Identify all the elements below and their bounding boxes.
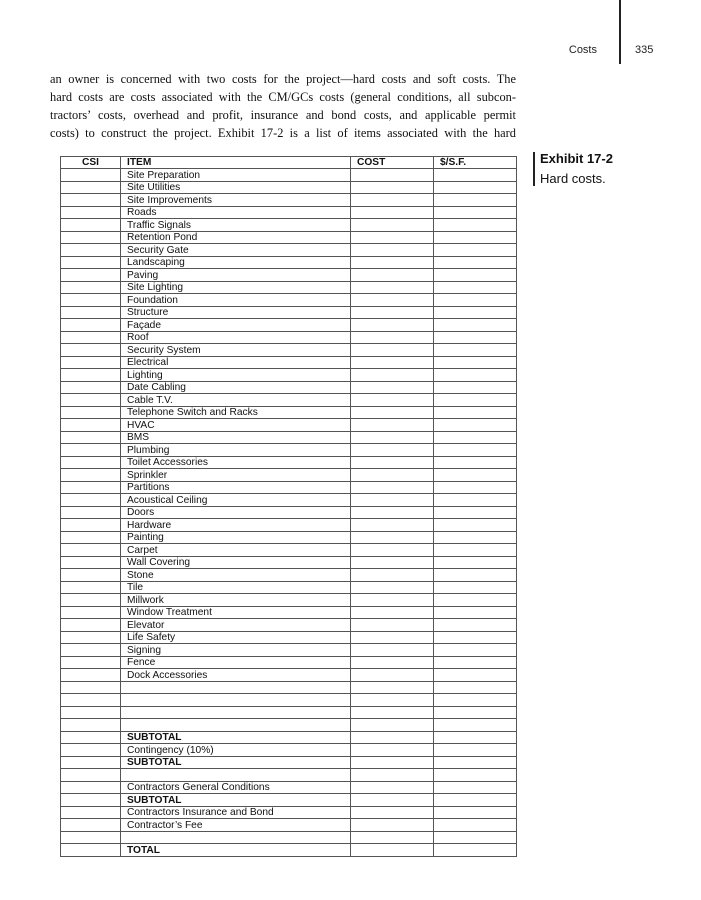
table-row — [61, 394, 517, 407]
cost-cell — [351, 756, 434, 769]
item-cell: Façade — [121, 319, 351, 332]
page-number: 335 — [635, 44, 654, 56]
table-row — [61, 544, 517, 557]
table-row — [61, 169, 517, 182]
cost-cell — [351, 581, 434, 594]
csi-cell — [61, 706, 121, 719]
table-row — [61, 469, 517, 482]
table-row — [61, 519, 517, 532]
table-row — [61, 806, 517, 819]
cost-per-sf-cell — [434, 519, 517, 532]
table-row — [61, 694, 517, 707]
cost-cell — [351, 206, 434, 219]
cost-cell — [351, 306, 434, 319]
table-row — [61, 481, 517, 494]
csi-cell — [61, 519, 121, 532]
cost-per-sf-cell — [434, 569, 517, 582]
cost-cell — [351, 506, 434, 519]
cost-cell — [351, 419, 434, 432]
cost-per-sf-cell — [434, 294, 517, 307]
item-cell: Contingency (10%) — [121, 744, 351, 757]
csi-cell — [61, 794, 121, 807]
column-header-cost: COST — [351, 157, 434, 169]
cost-per-sf-cell — [434, 169, 517, 182]
item-cell: Window Treatment — [121, 606, 351, 619]
cost-per-sf-cell — [434, 269, 517, 282]
csi-cell — [61, 319, 121, 332]
table-row — [61, 194, 517, 207]
csi-cell — [61, 681, 121, 694]
cost-per-sf-cell — [434, 281, 517, 294]
cost-cell — [351, 269, 434, 282]
cost-cell — [351, 806, 434, 819]
cost-cell — [351, 456, 434, 469]
cost-per-sf-cell — [434, 694, 517, 707]
cost-cell — [351, 844, 434, 857]
table-row — [61, 819, 517, 832]
csi-cell — [61, 244, 121, 257]
table-row — [61, 344, 517, 357]
cost-per-sf-cell — [434, 556, 517, 569]
table-row — [61, 681, 517, 694]
cost-cell — [351, 669, 434, 682]
csi-cell — [61, 281, 121, 294]
item-cell — [121, 769, 351, 782]
csi-cell — [61, 456, 121, 469]
csi-cell — [61, 306, 121, 319]
table-row — [61, 569, 517, 582]
cost-per-sf-cell — [434, 581, 517, 594]
cost-per-sf-cell — [434, 369, 517, 382]
cost-per-sf-cell — [434, 531, 517, 544]
item-cell: HVAC — [121, 419, 351, 432]
csi-cell — [61, 194, 121, 207]
table-row — [61, 769, 517, 782]
table-row — [61, 706, 517, 719]
item-cell: Lighting — [121, 369, 351, 382]
body-line: hard costs are costs associated with the CM/GCs costs (general conditions, all subcon- — [50, 90, 516, 104]
cost-per-sf-cell — [434, 206, 517, 219]
cost-per-sf-cell — [434, 481, 517, 494]
cost-per-sf-cell — [434, 219, 517, 232]
cost-per-sf-cell — [434, 344, 517, 357]
csi-cell — [61, 419, 121, 432]
cost-cell — [351, 431, 434, 444]
csi-cell — [61, 756, 121, 769]
table-row — [61, 256, 517, 269]
item-cell: SUBTOTAL — [121, 731, 351, 744]
csi-cell — [61, 569, 121, 582]
item-cell: Paving — [121, 269, 351, 282]
cost-per-sf-cell — [434, 656, 517, 669]
body-paragraph — [50, 70, 516, 142]
cost-cell — [351, 481, 434, 494]
cost-per-sf-cell — [434, 356, 517, 369]
table-row — [61, 756, 517, 769]
item-cell: Telephone Switch and Racks — [121, 406, 351, 419]
exhibit-label: Exhibit 17-2 — [540, 151, 613, 166]
csi-cell — [61, 631, 121, 644]
cost-cell — [351, 731, 434, 744]
table-row — [61, 744, 517, 757]
item-cell: Site Lighting — [121, 281, 351, 294]
csi-cell — [61, 781, 121, 794]
csi-cell — [61, 731, 121, 744]
item-cell: Tile — [121, 581, 351, 594]
cost-cell — [351, 169, 434, 182]
item-cell: Wall Covering — [121, 556, 351, 569]
table-row — [61, 719, 517, 732]
cost-cell — [351, 719, 434, 732]
table-row — [61, 731, 517, 744]
cost-per-sf-cell — [434, 831, 517, 844]
cost-per-sf-cell — [434, 681, 517, 694]
csi-cell — [61, 769, 121, 782]
body-line: tractors’ costs, overhead and profit, insurance and bond costs, and applicable permit — [50, 108, 516, 122]
item-cell: Acoustical Ceiling — [121, 494, 351, 507]
table-row — [61, 206, 517, 219]
cost-per-sf-cell — [434, 744, 517, 757]
item-cell — [121, 706, 351, 719]
item-cell: Painting — [121, 531, 351, 544]
hard-costs-table — [60, 156, 517, 857]
cost-per-sf-cell — [434, 256, 517, 269]
cost-per-sf-cell — [434, 631, 517, 644]
item-cell: Fence — [121, 656, 351, 669]
item-cell: Roof — [121, 331, 351, 344]
cost-per-sf-cell — [434, 769, 517, 782]
cost-per-sf-cell — [434, 331, 517, 344]
item-cell: Landscaping — [121, 256, 351, 269]
cost-cell — [351, 244, 434, 257]
table-row — [61, 269, 517, 282]
table-row — [61, 494, 517, 507]
item-cell: Sprinkler — [121, 469, 351, 482]
cost-cell — [351, 181, 434, 194]
cost-cell — [351, 394, 434, 407]
item-cell — [121, 681, 351, 694]
item-cell — [121, 694, 351, 707]
table-body — [61, 169, 517, 857]
table-row — [61, 844, 517, 857]
table-row — [61, 456, 517, 469]
item-cell: Contractor’s Fee — [121, 819, 351, 832]
table-row — [61, 444, 517, 457]
csi-cell — [61, 644, 121, 657]
cost-cell — [351, 656, 434, 669]
item-cell: Site Preparation — [121, 169, 351, 182]
cost-cell — [351, 831, 434, 844]
cost-cell — [351, 644, 434, 657]
cost-per-sf-cell — [434, 306, 517, 319]
table-row — [61, 606, 517, 619]
table-row — [61, 831, 517, 844]
cost-cell — [351, 294, 434, 307]
item-cell: Partitions — [121, 481, 351, 494]
table-header-row — [61, 157, 517, 169]
csi-cell — [61, 806, 121, 819]
item-cell: Doors — [121, 506, 351, 519]
cost-per-sf-cell — [434, 794, 517, 807]
table-row — [61, 331, 517, 344]
item-cell: Site Improvements — [121, 194, 351, 207]
exhibit-rule — [533, 152, 535, 186]
item-cell: Security System — [121, 344, 351, 357]
cost-per-sf-cell — [434, 644, 517, 657]
cost-per-sf-cell — [434, 731, 517, 744]
table-row — [61, 669, 517, 682]
cost-cell — [351, 594, 434, 607]
cost-cell — [351, 819, 434, 832]
item-cell: Cable T.V. — [121, 394, 351, 407]
item-cell: Contractors Insurance and Bond — [121, 806, 351, 819]
table-row — [61, 644, 517, 657]
table-row — [61, 406, 517, 419]
cost-per-sf-cell — [434, 494, 517, 507]
item-cell: TOTAL — [121, 844, 351, 857]
csi-cell — [61, 544, 121, 557]
cost-cell — [351, 256, 434, 269]
cost-per-sf-cell — [434, 606, 517, 619]
cost-cell — [351, 219, 434, 232]
cost-per-sf-cell — [434, 181, 517, 194]
cost-per-sf-cell — [434, 619, 517, 632]
cost-per-sf-cell — [434, 669, 517, 682]
cost-cell — [351, 331, 434, 344]
cost-cell — [351, 544, 434, 557]
cost-cell — [351, 281, 434, 294]
table-row — [61, 506, 517, 519]
table-row — [61, 281, 517, 294]
item-cell: Contractors General Conditions — [121, 781, 351, 794]
csi-cell — [61, 394, 121, 407]
csi-cell — [61, 219, 121, 232]
item-cell: SUBTOTAL — [121, 756, 351, 769]
csi-cell — [61, 331, 121, 344]
csi-cell — [61, 169, 121, 182]
csi-cell — [61, 744, 121, 757]
cost-cell — [351, 494, 434, 507]
exhibit-caption: Hard costs. — [540, 171, 606, 186]
cost-per-sf-cell — [434, 506, 517, 519]
item-cell: Millwork — [121, 594, 351, 607]
item-cell: Hardware — [121, 519, 351, 532]
csi-cell — [61, 481, 121, 494]
cost-per-sf-cell — [434, 431, 517, 444]
csi-cell — [61, 531, 121, 544]
csi-cell — [61, 369, 121, 382]
item-cell: BMS — [121, 431, 351, 444]
csi-cell — [61, 831, 121, 844]
cost-per-sf-cell — [434, 594, 517, 607]
item-cell: Elevator — [121, 619, 351, 632]
table-row — [61, 781, 517, 794]
item-cell: Toilet Accessories — [121, 456, 351, 469]
csi-cell — [61, 606, 121, 619]
csi-cell — [61, 556, 121, 569]
item-cell: Structure — [121, 306, 351, 319]
column-header-cost-per-sf: $/S.F. — [434, 157, 517, 169]
cost-cell — [351, 794, 434, 807]
csi-cell — [61, 381, 121, 394]
cost-cell — [351, 769, 434, 782]
table-row — [61, 231, 517, 244]
table-row — [61, 594, 517, 607]
table-row — [61, 419, 517, 432]
item-cell: Dock Accessories — [121, 669, 351, 682]
item-cell: Electrical — [121, 356, 351, 369]
body-line: costs) to construct the project. Exhibit 17-2 is a list of items associated with the hard — [50, 126, 516, 140]
cost-cell — [351, 694, 434, 707]
item-cell: Site Utilities — [121, 181, 351, 194]
column-header-csi: CSI — [61, 157, 121, 169]
cost-per-sf-cell — [434, 394, 517, 407]
cost-per-sf-cell — [434, 231, 517, 244]
item-cell: Security Gate — [121, 244, 351, 257]
csi-cell — [61, 294, 121, 307]
item-cell: Retention Pond — [121, 231, 351, 244]
table-row — [61, 656, 517, 669]
cost-per-sf-cell — [434, 194, 517, 207]
cost-cell — [351, 444, 434, 457]
cost-cell — [351, 194, 434, 207]
table-row — [61, 794, 517, 807]
csi-cell — [61, 444, 121, 457]
cost-per-sf-cell — [434, 244, 517, 257]
cost-cell — [351, 556, 434, 569]
column-header-item: ITEM — [121, 157, 351, 169]
csi-cell — [61, 844, 121, 857]
cost-cell — [351, 356, 434, 369]
csi-cell — [61, 694, 121, 707]
item-cell: SUBTOTAL — [121, 794, 351, 807]
cost-per-sf-cell — [434, 819, 517, 832]
cost-per-sf-cell — [434, 719, 517, 732]
cost-cell — [351, 569, 434, 582]
cost-cell — [351, 231, 434, 244]
item-cell: Carpet — [121, 544, 351, 557]
cost-per-sf-cell — [434, 756, 517, 769]
cost-cell — [351, 531, 434, 544]
table-row — [61, 356, 517, 369]
cost-per-sf-cell — [434, 319, 517, 332]
table-row — [61, 556, 517, 569]
item-cell — [121, 831, 351, 844]
csi-cell — [61, 206, 121, 219]
cost-cell — [351, 631, 434, 644]
csi-cell — [61, 231, 121, 244]
csi-cell — [61, 619, 121, 632]
cost-per-sf-cell — [434, 544, 517, 557]
cost-cell — [351, 606, 434, 619]
cost-per-sf-cell — [434, 806, 517, 819]
cost-cell — [351, 744, 434, 757]
cost-per-sf-cell — [434, 381, 517, 394]
table-row — [61, 369, 517, 382]
cost-cell — [351, 781, 434, 794]
cost-per-sf-cell — [434, 456, 517, 469]
csi-cell — [61, 269, 121, 282]
cost-cell — [351, 619, 434, 632]
table-row — [61, 306, 517, 319]
item-cell: Stone — [121, 569, 351, 582]
cost-per-sf-cell — [434, 706, 517, 719]
csi-cell — [61, 581, 121, 594]
table-row — [61, 319, 517, 332]
csi-cell — [61, 469, 121, 482]
cost-cell — [351, 406, 434, 419]
body-line: an owner is concerned with two costs for the project—hard costs and soft costs. The — [50, 72, 516, 86]
csi-cell — [61, 181, 121, 194]
table-row — [61, 244, 517, 257]
cost-per-sf-cell — [434, 469, 517, 482]
item-cell: Life Safety — [121, 631, 351, 644]
csi-cell — [61, 344, 121, 357]
cost-per-sf-cell — [434, 444, 517, 457]
table-row — [61, 581, 517, 594]
cost-per-sf-cell — [434, 419, 517, 432]
csi-cell — [61, 656, 121, 669]
table-row — [61, 631, 517, 644]
csi-cell — [61, 594, 121, 607]
table-row — [61, 181, 517, 194]
item-cell: Plumbing — [121, 444, 351, 457]
table-row — [61, 381, 517, 394]
header-rule — [619, 0, 621, 64]
item-cell — [121, 719, 351, 732]
running-head: Costs — [568, 44, 597, 56]
cost-per-sf-cell — [434, 844, 517, 857]
table-row — [61, 294, 517, 307]
table-row — [61, 219, 517, 232]
csi-cell — [61, 356, 121, 369]
cost-cell — [351, 681, 434, 694]
table-row — [61, 531, 517, 544]
table-row — [61, 619, 517, 632]
csi-cell — [61, 669, 121, 682]
item-cell: Date Cabling — [121, 381, 351, 394]
cost-cell — [351, 369, 434, 382]
csi-cell — [61, 494, 121, 507]
table-row — [61, 431, 517, 444]
item-cell: Foundation — [121, 294, 351, 307]
cost-cell — [351, 469, 434, 482]
cost-per-sf-cell — [434, 781, 517, 794]
csi-cell — [61, 506, 121, 519]
cost-per-sf-cell — [434, 406, 517, 419]
item-cell: Signing — [121, 644, 351, 657]
item-cell: Traffic Signals — [121, 219, 351, 232]
cost-cell — [351, 381, 434, 394]
csi-cell — [61, 256, 121, 269]
csi-cell — [61, 719, 121, 732]
csi-cell — [61, 406, 121, 419]
cost-cell — [351, 706, 434, 719]
item-cell: Roads — [121, 206, 351, 219]
cost-cell — [351, 319, 434, 332]
csi-cell — [61, 431, 121, 444]
csi-cell — [61, 819, 121, 832]
cost-cell — [351, 519, 434, 532]
cost-cell — [351, 344, 434, 357]
